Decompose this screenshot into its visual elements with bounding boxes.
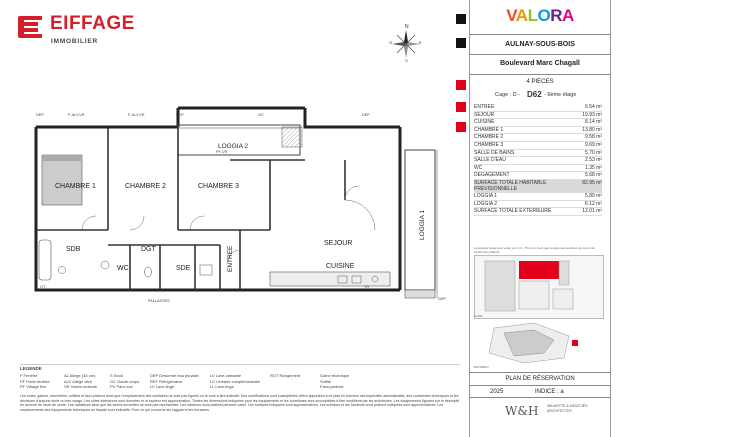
- label-chambre1: CHAMBRE 1: [55, 183, 96, 190]
- room-area: 5.89 m²: [585, 192, 602, 199]
- surface-row: [474, 180, 602, 193]
- legend-col-2: AL Allège (45 cm) ALV Allège vitré VR Volets roulants: [64, 373, 97, 389]
- city-name: AULNAY-SOUS-BOIS: [505, 41, 575, 48]
- apartment-type: 4 PIECES: [526, 79, 554, 85]
- surface-row: [474, 142, 602, 150]
- room-area: 12.01 m²: [582, 208, 602, 215]
- room-name: ENTREE: [474, 104, 495, 110]
- room-area: 19.93 m²: [582, 111, 602, 118]
- label-wc: WC: [117, 265, 129, 272]
- room-area: 9.69 m²: [585, 141, 602, 148]
- label-dep4: DEP: [438, 297, 446, 301]
- lot-number: D62: [527, 90, 542, 99]
- room-name: CHAMBRE 3: [474, 141, 504, 148]
- svg-text:E: E: [419, 40, 422, 45]
- surface-row: [474, 172, 602, 180]
- label-sde: SDE: [176, 265, 191, 272]
- minimap-label-bat: BATIMENT: [474, 365, 489, 369]
- surface-footnote: La surface totale peut varier de 1 m² - 5% et ne tient pas compte des surfaces de moins de 1m80 sous plafond.: [474, 246, 595, 254]
- label-fpal2: F-ALV.VR: [128, 113, 145, 117]
- surface-row: [474, 112, 602, 120]
- building-overview-map: [474, 318, 602, 368]
- room-area: 5.68 m²: [585, 172, 602, 179]
- valora-brand-logo: VALORA: [506, 6, 574, 25]
- legend-title: LEGENDE: [20, 366, 42, 371]
- surface-row: [474, 201, 602, 209]
- cage-label: Cage : D -: [495, 92, 521, 98]
- label-loggia1: LOGGIA 1: [419, 210, 426, 240]
- marker-square-2: [456, 38, 466, 48]
- label-pfvr: PF-VR: [216, 150, 228, 154]
- company-logo-text: EIFFAGE: [50, 13, 135, 34]
- room-area: 5.70 m²: [585, 149, 602, 156]
- surface-row: [474, 104, 602, 112]
- room-name: CHAMBRE 2: [474, 134, 504, 141]
- legend-col-3: S Seuil GC Garde-corps PV Pare-vue: [110, 373, 140, 389]
- label-sdb: SDB: [66, 246, 81, 253]
- surface-row: [474, 193, 602, 201]
- architect-logo: W&H: [505, 404, 539, 418]
- label-fpal1: F-ALV.VR: [68, 113, 85, 117]
- room-area: 2.53 m²: [585, 157, 602, 164]
- room-name: LOGGIA 1: [474, 192, 498, 199]
- surface-row: [474, 157, 602, 165]
- plan-indice: INDICE : a: [535, 389, 564, 395]
- label-entree: ENTREE: [227, 245, 234, 272]
- marker-square-5: [456, 122, 466, 132]
- marker-square-4: [456, 102, 466, 112]
- room-name: SURFACE TOTALE EXTERIEURE: [474, 208, 552, 215]
- label-palier: PALLASSES: [148, 299, 170, 303]
- label-sejour: SEJOUR: [324, 240, 353, 247]
- label-chambre2: CHAMBRE 2: [125, 183, 166, 190]
- room-name: DEGAGEMENT: [474, 172, 510, 179]
- svg-text:N: N: [405, 24, 409, 30]
- room-area: 6.12 m²: [585, 200, 602, 207]
- surface-row: [474, 165, 602, 173]
- svg-text:S: S: [405, 58, 408, 62]
- address: Boulevard Marc Chagall: [500, 60, 580, 67]
- label-dgt: DGT: [141, 246, 156, 253]
- room-name: LOGGIA 2: [474, 200, 498, 207]
- legend-col-6: RGT Rangement: [270, 373, 301, 378]
- surface-row: [474, 208, 602, 216]
- room-name: CHAMBRE 1: [474, 126, 504, 133]
- marker-square-1: [456, 14, 466, 24]
- surface-row: [474, 134, 602, 142]
- marker-square-3: [456, 80, 466, 90]
- room-area: 9.58 m²: [585, 134, 602, 141]
- surface-table: [474, 104, 602, 216]
- legend-col-4: DEP Descente eau pluviale REF Réfrigérateur LV Lave-linge: [150, 373, 199, 389]
- label-dep3: DEP: [362, 113, 370, 117]
- surface-row: [474, 150, 602, 158]
- room-name: WC: [474, 164, 483, 171]
- architect-name: WILMOTTE & ASSOCIÉS ARCHITECTES: [547, 404, 588, 413]
- legend-col-5: LV Lave-vaisselle LC Linéaire complémentaire LL Lave-linge: [210, 373, 261, 389]
- label-gc: GC: [258, 113, 264, 117]
- label-dep2: DEP: [176, 113, 184, 117]
- room-name: CUISINE: [474, 119, 495, 126]
- svg-text:O: O: [389, 40, 393, 45]
- company-subtitle: IMMOBILIER: [51, 38, 98, 45]
- room-name: SALLE D'EAU: [474, 157, 506, 164]
- plan-year: 2025: [490, 389, 504, 395]
- minimap-label-cage: CAGE: [474, 314, 483, 318]
- label-ot: OT: [40, 285, 46, 289]
- label-chambre3: CHAMBRE 3: [198, 183, 239, 190]
- room-name: SALLE DE BAINS: [474, 149, 515, 156]
- label-tr: TR: [364, 285, 370, 289]
- room-area: 13.80 m²: [582, 126, 602, 133]
- surface-row: [474, 127, 602, 135]
- room-area: 1.35 m²: [585, 164, 602, 171]
- label-cuisine: CUISINE: [326, 263, 355, 270]
- label-dep1: DEP: [36, 113, 44, 117]
- room-name: SEJOUR: [474, 111, 495, 118]
- floor-label: - 6ème étage: [544, 92, 577, 98]
- label-loggia2: LOGGIA 2: [218, 143, 248, 150]
- legend-col-1: F Fenêtre PF Porte-fenêtre PF Vitrage fixe: [20, 373, 50, 389]
- legend-col-7: Gaine technique Soffite Faux-plafond: [320, 373, 350, 389]
- room-area: 6.54 m²: [585, 104, 602, 110]
- surface-row: [474, 119, 602, 127]
- room-area: 8.14 m²: [585, 119, 602, 126]
- room-area: 82.95 m²: [582, 179, 602, 186]
- building-location-map: [474, 255, 604, 319]
- plan-title: PLAN DE RÉSERVATION: [505, 376, 575, 382]
- legal-disclaimer: Les cotes, gaines, retombées, soffites et faux-plafond ainsi que l'emplacement des sanitaires ne sont pas figurés ou le sont à titre indicatif. Des modifications sont susceptibles d'être apportées à ce plan en fonction des impératifs administratifs, des contraintes techniques et les décisions d'aucune sorte ou leur usage. Les côtes intérieures sont données et la hauteur est approximative. Toutes les dimensions indiquées pour les équipements et les fournitures sont susceptibles d'être modifiées par les architectes. Les équipements figurant sur le descriptif en annexe de l'acte de vente. Les radiateurs ainsi que les sèche-serviettes ne sont pas représentés. Les hauteurs sous plafond peuvent varier. Les surfaces indiquées sont approximatives. Les surfaces et les hauteurs sous plafond indiquées sont approximatives. Les emplacements des équipements techniques en façade sont indicatifs. Pour ce qui concerne les loggias et les terrasses.: [20, 394, 460, 412]
- room-name: SURFACE TOTALE HABITABLE PREVISIONNELLE: [474, 179, 547, 192]
